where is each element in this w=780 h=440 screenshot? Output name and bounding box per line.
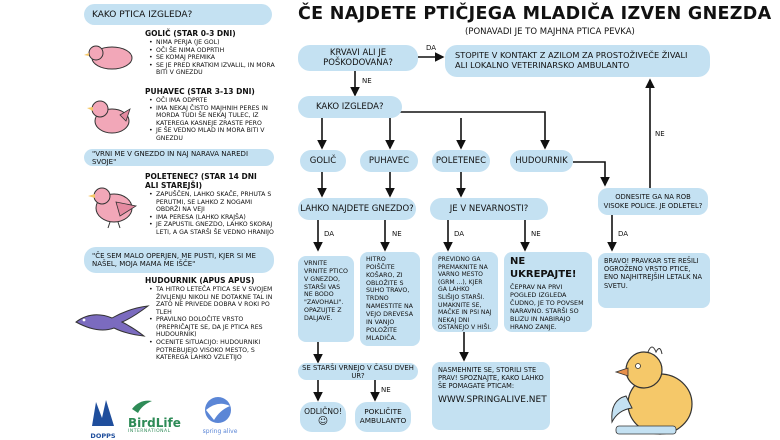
- type-golic: GOLIČ: [300, 150, 346, 172]
- dopps-bird-icon: [86, 398, 120, 428]
- q-parents-return: SE STARŠI VRNEJO V ČASU DVEH UR?: [298, 363, 418, 380]
- page-subtitle: (PONAVADI JE TO MAJHNA PTICA PEVKA): [465, 27, 635, 37]
- puhavec-title: PUHAVEC (STAR 3-13 DNI): [145, 87, 255, 96]
- box-return-to-nest: VRNITE VRNITE PTICO V GNEZDO, STARŠI VAS NE BODO "ZAVOHALI". OPAZUJTE Z DALJAVE.: [298, 256, 354, 342]
- quote-return-nest: [84, 149, 274, 166]
- springalive-text: spring alive: [202, 428, 238, 435]
- puhavec-list: [148, 97, 278, 142]
- springalive-link[interactable]: WWW.SPRINGALIVE.NET: [438, 394, 547, 405]
- list-item: • JE ZAPUSTIL GNEZDO, LAHKO SKORAJ LETI, A GA STARŠI ŠE VEDNO HRANIJO: [156, 221, 278, 236]
- list-item: • OCENITE SITUACIJO: HUDOURNIKI POTREBUJEJO VISOKO MESTO, S KATEREGA LAHKO VZLETIJO: [156, 339, 282, 362]
- q-find-nest: LAHKO NAJDETE GNEZDO?: [298, 198, 416, 220]
- birdlife-text: BirdLife: [128, 416, 181, 430]
- q-find-nest-yes-label: DA: [324, 230, 335, 238]
- list-item: • ZAPUŠČEN, LAHKO SKAČE, PRHUTA S PERUTMI, SE LAHKO Z NOGAMI OBDRŽI NA VEJI: [156, 191, 278, 214]
- q-in-danger: JE V NEVARNOSTI?: [430, 198, 548, 220]
- box-do-not-act-text: ČEPRAV NA PRVI POGLED IZGLEDA ČUDNO, JE TO POVSEM NARAVNO. STARŠI SO BLIZU IN NABIRAJO HRANO ZANJE.: [510, 283, 584, 331]
- list-item: • OČI IMA ODPRTE: [156, 97, 278, 105]
- page-title: ČE NAJDETE PTIČJEGA MLADIČA IZVEN GNEZDA: [298, 4, 772, 24]
- box-final-thanks: [432, 362, 550, 430]
- smiley-icon: ☺: [317, 416, 329, 427]
- birdlife-logo: [128, 398, 184, 434]
- springalive-logo: [200, 396, 240, 435]
- box-contact-clinic: STOPITE V KONTAKT Z AZILOM ZA PROSTOŽIVEČE ŽIVALI ALI LOKALNO VETERINARSKO AMBULANTO: [445, 45, 710, 77]
- swift-bird-icon: [72, 300, 150, 340]
- q-appearance: KAKO IZGLEDA?: [298, 96, 402, 118]
- q-injured-no-label: NE: [362, 77, 372, 85]
- quote-leave-me: [84, 247, 274, 273]
- poletenec-title: POLETENEC? (STAR 14 DNI ALI STAREJŠI): [145, 172, 257, 190]
- q-in-danger-yes-label: DA: [454, 230, 465, 238]
- type-hudournik: HUDOURNIK: [510, 150, 573, 172]
- q-find-nest-no-label: NE: [392, 230, 402, 238]
- q-in-danger-no-label: NE: [531, 230, 541, 238]
- q-injured: KRVAVI ALI JE POŠKODOVANA?: [298, 45, 418, 71]
- list-item: • PRAVILNO DOLOČITE VRSTO (PREPRIČAJTE SE, DA JE PTICA RES HUDOURNIK): [156, 316, 282, 339]
- q-parents-return-no-label: NE: [381, 386, 391, 394]
- type-poletenec: POLETENEC: [432, 150, 490, 172]
- list-item: • IMA NEKAJ ČISTO MAJHNIH PERES IN MORDA TUDI ŠE NEKAJ TULEC, IZ KATEREGA KASNEJE ZRASTE PERO: [156, 105, 278, 128]
- quote-leave-me-text: "ČE SEM MALO OPERJEN, ME PUSTI, KJER SI ME NAŠEL, MOJA MAMA ME IŠČE": [92, 251, 256, 268]
- birdlife-subtext: INTERNATIONAL: [128, 429, 171, 434]
- hudournik-list: [148, 286, 282, 362]
- poletenec-list: [148, 191, 278, 236]
- chick-illustration: [608, 330, 700, 438]
- birdlife-bird-icon: [132, 399, 152, 413]
- springalive-bird-icon: [200, 396, 236, 424]
- sidebar-heading-text: KAKO PTICA IZGLEDA?: [92, 9, 193, 20]
- q-injured-yes-label: DA: [426, 44, 437, 52]
- box-make-basket: HITRO POIŠČITE KOŠARO, ZI OBLOŽITE S SUHO TRAVO, TRDNO NAMESTITE NA VEJO DREVESA IN VANJO POLOŽITE MLADIČA.: [360, 252, 420, 346]
- golic-title: GOLIČ (STAR 0-3 DNI): [145, 29, 236, 38]
- poletenec-bird-icon: [88, 184, 140, 230]
- dopps-text: DOPPS: [90, 432, 116, 440]
- list-item: • NIMA PERJA (JE GOL): [156, 39, 276, 47]
- box-well-done: BRAVO! PRAVKAR STE REŠILI OGROŽENO VRSTO PTICE, ENO NAJHITREJŠIH LETALK NA SVETU.: [598, 253, 710, 308]
- list-item: • SE KOMAJ PREMIKA: [156, 54, 276, 62]
- list-item: • JE ŠE VEDNO MLAD IN MORA BITI V GNEZDU: [156, 127, 278, 142]
- box-do-not-act-title: NE UKREPAJTE!: [510, 256, 577, 280]
- box-final-thanks-text: NASMEHNITE SE, STORILI STE PRAV! SPOZNAJTE, KAKO LAHKO ŠE POMAGATE PTICAM:: [438, 366, 544, 391]
- golic-bird-icon: [84, 36, 138, 72]
- type-puhavec: PUHAVEC: [360, 150, 418, 172]
- q-high-ledge-no-label: NE: [655, 130, 665, 138]
- box-move-safe: PREVIDNO GA PREMAKNITE NA VARNO MESTO (GRM ...), KJER GA LAHKO SLIŠIJO STARŠI. UMAKNITE SE, MAČKE IN PSI NAJ NEKAJ DNI OSTANEJO V HIŠI.: [432, 252, 498, 332]
- hudournik-title: HUDOURNIK (APUS APUS): [145, 276, 255, 285]
- q-high-ledge-yes-label: DA: [618, 230, 629, 238]
- puhavec-bird-icon: [86, 95, 136, 137]
- golic-list: [148, 39, 276, 77]
- list-item: • TA HITRO LETEČA PTICA SE V SVOJEM ŽIVLJENJU NIKOLI NE DOTAKNE TAL IN ZATO NE PRIVEDE DOBRA V ROKI PO TLEH: [156, 286, 282, 316]
- dopps-logo: [86, 398, 120, 438]
- result-call-clinic: POKLIČITE AMBULANTO: [355, 402, 411, 432]
- q-high-ledge: ODNESITE GA NA ROB VISOKE POLICE. JE ODLETEL?: [598, 188, 708, 215]
- result-excellent: [300, 402, 346, 432]
- quote-return-nest-text: "VRNI ME V GNEZDO IN NAJ NARAVA NAREDI SVOJE": [92, 149, 249, 166]
- list-item: • IMA PERESA (LAHKO KRAJŠA): [156, 214, 278, 222]
- result-excellent-text: ODLIČNO!: [304, 407, 342, 416]
- list-item: • OČI ŠE NIMA ODPRTIH: [156, 47, 276, 55]
- box-do-not-act: [504, 252, 592, 332]
- sidebar-heading: [84, 4, 272, 25]
- list-item: • SE JE PRED KRATKIM IZVALIL, IN MORA BITI V GNEZDU: [156, 62, 276, 77]
